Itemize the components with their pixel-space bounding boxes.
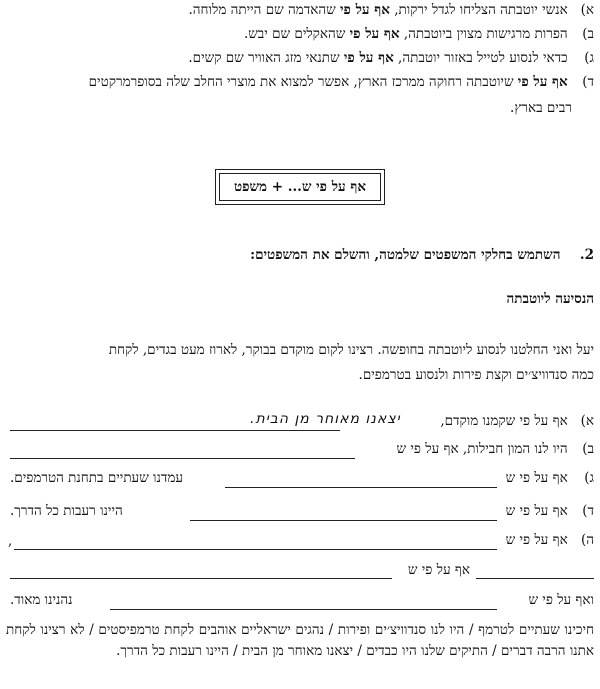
- fill-item-g: ואף על פי ש: [528, 592, 594, 608]
- fill-item-c: ג) אף על פי ש: [505, 470, 594, 486]
- example-sentence-a: א) אנשי יוטבתה הצליחו לגדל ירקות, אף על פי שהאדמה שם הייתה מלוחה.: [188, 2, 594, 18]
- answer-line-f-left[interactable]: [10, 578, 392, 579]
- answer-line-e[interactable]: [14, 549, 497, 550]
- example-sentence-b: ב) הפרות מרגישות מצוין ביוטבתה, אף על פי שהאקלים שם יבש.: [243, 26, 594, 42]
- handwritten-answer-a: יצאנו מאוחר מן הבית.: [250, 411, 401, 427]
- example-sentence-d-continuation: רבים בארץ.: [510, 100, 572, 116]
- example-sentence-c: ג) כדאי לנסוע לטייל באזור יוטבתה, אף על פי שתנאי מזג האוויר שם קשים.: [188, 50, 594, 66]
- fill-item-f: אף על פי ש: [407, 562, 470, 578]
- formula-box: אף על פי ש... + משפט: [215, 169, 385, 205]
- example-sentence-d: ד) אף על פי שיוטבתה רחוקה ממרכז הארץ, אפשר למצוא את מוצרי החלב שלה בסופרמרקטים: [88, 74, 594, 90]
- answer-line-d[interactable]: [190, 520, 497, 521]
- fill-item-e-end: ,: [8, 533, 13, 549]
- fill-item-d: ד) אף על פי ש: [505, 503, 594, 519]
- answer-line-b[interactable]: [10, 458, 355, 459]
- answer-line-c[interactable]: [225, 487, 497, 488]
- fill-item-d-end: היינו רעבות כל הדרך.: [10, 503, 123, 519]
- exercise-2-instruction: 2. השתמש בחלקי המשפטים שלמטה, והשלם את המשפטים:: [250, 247, 594, 263]
- story-title: הנסיעה ליוטבתה: [506, 291, 594, 307]
- fill-item-g-end: נהנינו מאוד.: [10, 592, 73, 608]
- answer-line-f-right[interactable]: [476, 578, 594, 579]
- fill-item-b: ב) היו לנו המון חבילות, אף על פי ש: [396, 441, 594, 457]
- story-paragraph-line-1: יעל ואני החלטנו לנסוע ליוטבתה בחופשה. רצינו לקום מוקדם בבוקר, לארוז מעט בגדים, לקחת: [108, 342, 594, 358]
- fill-item-e: ה) אף על פי ש: [505, 532, 594, 548]
- word-bank: חיכינו שעתיים לטרמף / היו לנו סנדוויצ׳ים ופירות / נהגים ישראליים אוהבים לקחת טרמפיסטים / לא רצינו לקחת אתנו הרבה דברים / התיקים שלנו היו כבדים / יצאנו מאוחר מן הבית / היינו רעבות כל הדרך.: [6, 622, 594, 659]
- fill-item-a: א) אף על פי שקמנו מוקדם,: [440, 413, 594, 429]
- answer-line-a[interactable]: [10, 430, 340, 431]
- story-paragraph-line-2: כמה סנדוויצ׳ים וקצת פירות ולנסוע בטרמפים.: [358, 367, 594, 383]
- answer-line-g[interactable]: [110, 609, 497, 610]
- fill-item-c-end: עמדנו שעתיים בתחנת הטרמפים.: [10, 470, 184, 486]
